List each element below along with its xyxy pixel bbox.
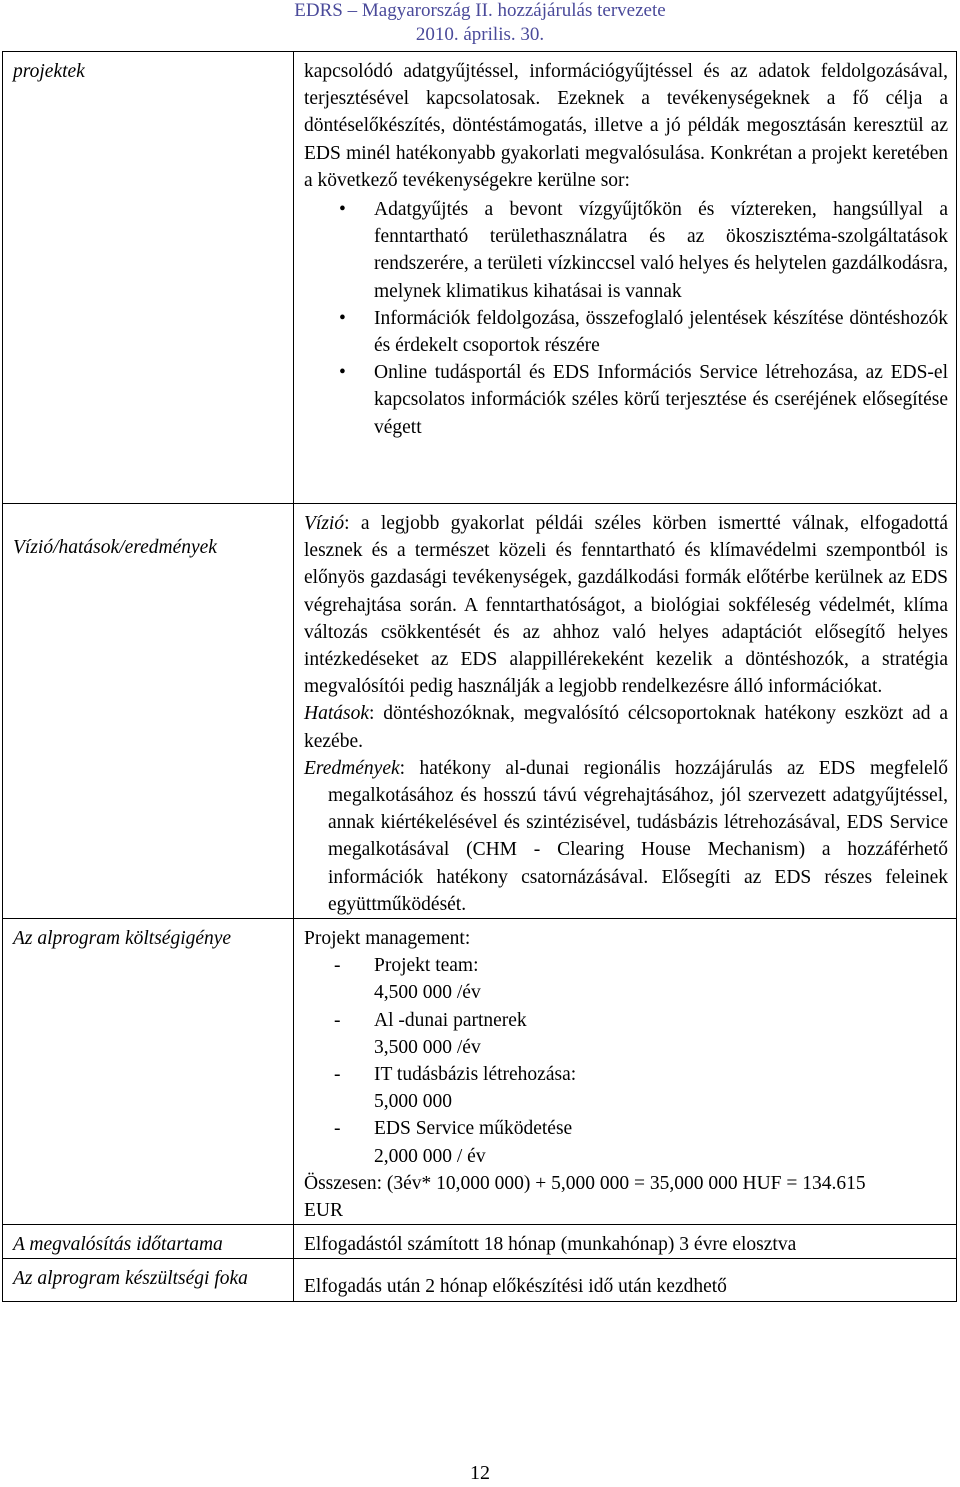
bullet-icon: • <box>339 362 346 384</box>
program-table <box>2 51 957 1302</box>
content-koltseg <box>294 919 957 1225</box>
row-idotartam <box>3 1225 957 1259</box>
cost-amount: 4,500 000 /év <box>374 982 481 1004</box>
header-date: 2010. április. 30. <box>415 24 545 45</box>
vizio-label: Vízió <box>304 513 345 534</box>
row-projektek <box>3 52 957 504</box>
row-vizio <box>3 504 957 919</box>
activity-list <box>304 196 948 441</box>
cost-amount: 5,000 000 <box>374 1091 452 1113</box>
label-koltseg: Az alprogram költségigénye <box>3 919 294 1225</box>
content-vizio <box>294 504 957 919</box>
content-keszultseg: Elfogadás után 2 hónap előkészítési idő után kezdhető <box>294 1259 957 1301</box>
cost-amount: 3,500 000 /év <box>374 1036 481 1058</box>
list-item: • Adatgyűjtés a bevont vízgyűjtőkön és víztereken, hangsúllyal a fenntartható területhasználatra és az ökoszisztéma-szolgáltatások rendszerére, a területi vízkinccsel való helyes és helytelen gazdálkodásra, melynek klimatikus kihatásai is vannak <box>374 196 948 305</box>
cost-amount: 2,000 000 / év <box>374 1145 486 1167</box>
hatasok-paragraph: Hatások: döntéshozóknak, megvalósító célcsoportoknak hatékony eszközt ad a kezébe. <box>304 703 948 752</box>
content-idotartam: Elfogadástól számított 18 hónap (munkahónap) 3 évre elosztva <box>294 1225 957 1259</box>
cost-item: - Projekt team: <box>334 955 479 977</box>
hatasok-label: Hatások <box>304 703 369 725</box>
label-idotartam: A megvalósítás időtartama <box>3 1225 294 1259</box>
label-projektek: projektek <box>3 52 294 504</box>
cost-item: - Al -dunai partnerek <box>334 1009 527 1031</box>
cost-total: Összesen: (3év* 10,000 000) + 5,000 000 = 35,000 000 HUF = 134.615 EUR <box>304 1172 866 1222</box>
list-item: • Online tudásportál és EDS Információs Service létrehozása, az EDS-el kapcsolatos információk széles körű terjesztése és cseréjének elősegítése végett <box>374 359 948 441</box>
page-number: 12 <box>470 1462 490 1484</box>
pm-title: Projekt management: <box>304 928 471 950</box>
label-vizio: Vízió/hatások/eredmények <box>3 504 294 919</box>
row-koltseg <box>3 919 957 1225</box>
cost-item: - EDS Service működetése <box>334 1118 573 1140</box>
cost-item: - IT tudásbázis létrehozása: <box>334 1064 577 1086</box>
projektek-intro: kapcsolódó adatgyűjtéssel, információgyűjtéssel és az adatok feldolgozásával, terjesztésével kapcsolatosak. Ezeknek a tevékenységeknek a fő célja a döntéselőkészítés, döntéstámogatás, illetve a jó példák megosztásán keresztül az EDS minél hatékonyabb gyakorlati megvalósulása. Konkrétan a projekt keretében a következő tevékenységekre kerülne sor: <box>304 61 948 191</box>
bullet-icon: • <box>339 307 346 329</box>
bullet-icon: • <box>339 199 346 221</box>
eredmenyek-label: Eredmények <box>304 757 400 779</box>
header-title: EDRS – Magyarország II. hozzájárulás tervezete <box>294 0 666 21</box>
content-projektek <box>294 52 957 504</box>
row-keszultseg <box>3 1259 957 1301</box>
vizio-paragraph: Vízió: a legjobb gyakorlat példái széles körben ismertté válnak, elfogadottá lesznek és a természet közeli és fenntartható és klímavédelmi szempontból is előnyös gazdasági tevékenységek, gazdálkodási formák előtérbe kerülnek az EDS végrehajtása során. A fenntarthatóságot, a biológiai sokféleség védelmét, klíma változás csökkentését és az ahhoz való helyes adaptációt elősegítő helyes intézkedéseket az EDS alappillérekeként kezelik a döntéshozók, a stratégia megvalósítói pedig használják a legjobb rendelkezésre álló információkat. <box>304 513 948 698</box>
label-keszultseg: Az alprogram készültségi foka <box>3 1259 294 1301</box>
list-item: • Információk feldolgozása, összefoglaló jelentések készítése döntéshozók és érdekelt csoportok részére <box>374 305 948 359</box>
eredmenyek-paragraph: Eredmények: hatékony al-dunai regionális hozzájárulás az EDS megfelelő megalkotásához és hosszú távú végrehajtásához, jól szervezett adatgyűjtéssel, annak kiértékelésével és szintézisével, tudásbázis létrehozásával, EDS Service megalkotásával (CHM - Clearing House Mechanism) a hozzáférhető információk hatékony csatornázásával. Elősegíti az EDS részes feleinek együttműködését. <box>304 757 948 915</box>
